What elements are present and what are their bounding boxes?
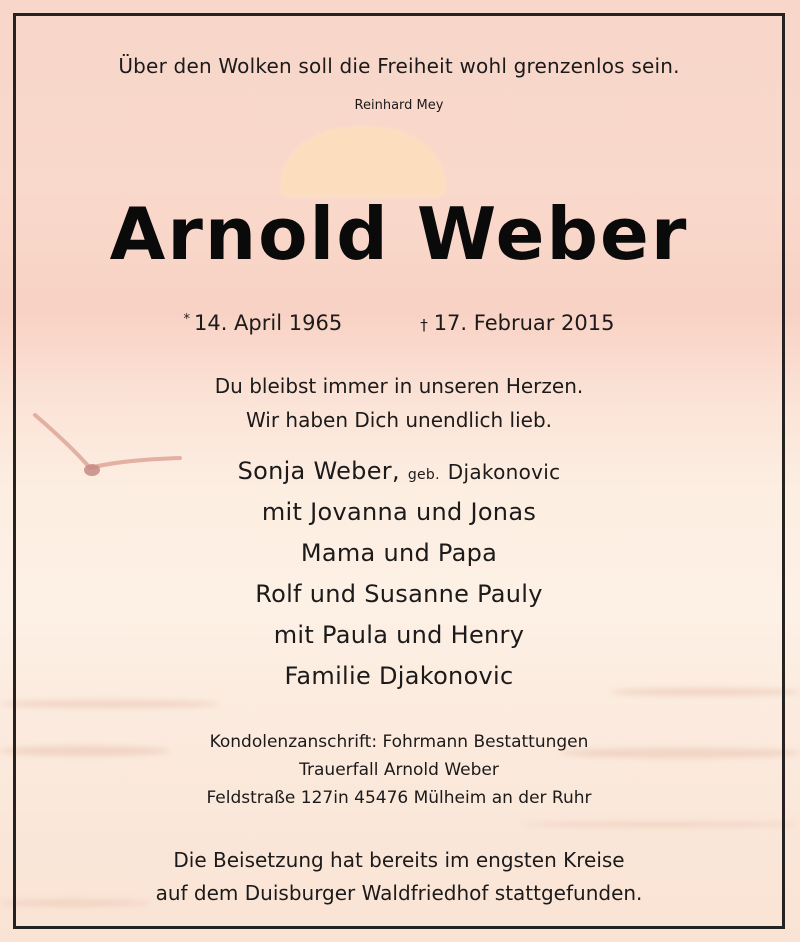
life-dates <box>16 311 782 335</box>
mourner-separator: , <box>391 457 408 485</box>
quote: Über den Wolken soll die Freiheit wohl grenzenlos sein. <box>118 54 680 78</box>
mourner-name: Sonja Weber <box>237 457 392 485</box>
birth-star-icon: * <box>183 312 190 327</box>
birth-date <box>183 311 342 335</box>
condolence-address-line: Trauerfall Arnold Weber <box>299 760 499 780</box>
condolence-address-line: Feldstraße 127in 45476 Mülheim an der Ruhr <box>206 788 592 808</box>
mourner-line: Familie Djakonovic <box>284 662 514 690</box>
burial-note-line: auf dem Duisburger Waldfriedhof stattgefunden. <box>155 881 643 905</box>
burial-note-line: Die Beisetzung hat bereits im engsten Kreise <box>173 848 625 872</box>
nee-label: geb. <box>407 467 440 483</box>
mourner-line: Mama und Papa <box>300 539 498 567</box>
mourner-line: Rolf und Susanne Pauly <box>255 580 543 608</box>
deceased-name: Arnold Weber <box>109 192 689 276</box>
maiden-name: Djakonovic <box>447 460 561 484</box>
death-date <box>420 311 614 335</box>
farewell-line: Wir haben Dich unendlich lieb. <box>245 408 553 432</box>
quote-author: Reinhard Mey <box>354 98 444 113</box>
death-date-text: 17. Februar 2015 <box>433 311 615 335</box>
mourner-line: mit Paula und Henry <box>273 621 525 649</box>
death-dagger-icon: † <box>420 316 428 334</box>
mourner-primary <box>16 457 782 485</box>
farewell-line: Du bleibst immer in unseren Herzen. <box>214 374 584 398</box>
condolence-address-line: Kondolenzanschrift: Fohrmann Bestattungen <box>209 732 589 752</box>
birth-date-text: 14. April 1965 <box>193 311 343 335</box>
mourner-line: mit Jovanna und Jonas <box>261 498 537 526</box>
